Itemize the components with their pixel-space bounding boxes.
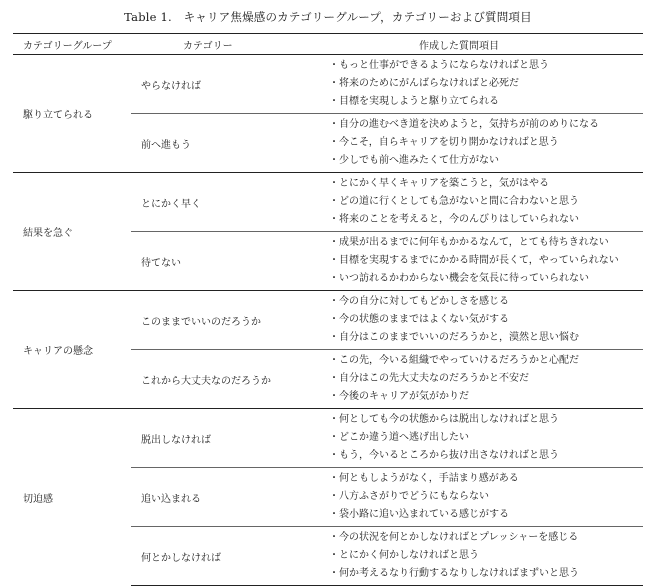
question-item: ・将来のことを考えると，今のんびりはしていられない xyxy=(329,214,579,225)
items-cell xyxy=(309,409,643,468)
question-item: ・目標を実現しようと駆り立てられる xyxy=(329,96,499,107)
table-row xyxy=(13,173,643,232)
items-cell xyxy=(309,350,643,409)
question-item: ・何か考えるなり行動するなりしなければまずいと思う xyxy=(329,568,579,579)
items-cell xyxy=(309,291,643,350)
table-header xyxy=(13,34,643,55)
items-cell xyxy=(309,527,643,586)
items-cell xyxy=(309,232,643,291)
question-item: ・今こそ，自らキャリアを切り開かなければと思う xyxy=(329,137,559,148)
items-cell xyxy=(309,55,643,114)
category-cell: とにかく早く xyxy=(131,173,309,232)
question-item: ・今の自分に対してもどかしさを感じる xyxy=(329,296,509,307)
items-cell xyxy=(309,114,643,173)
question-item: ・この先，今いる組織でやっていけるだろうかと心配だ xyxy=(329,355,579,366)
question-item: ・袋小路に追い込まれている感じがする xyxy=(329,509,509,520)
question-item: ・目標を実現するまでにかかる時間が長くて，やっていられない xyxy=(329,255,619,266)
question-item: ・どこか違う道へ逃げ出したい xyxy=(329,432,469,443)
question-item: ・今の状態のままではよくない気がする xyxy=(329,314,509,325)
question-item: ・少しでも前へ進みたくて仕方がない xyxy=(329,155,499,166)
question-item: ・もう，今いるところから抜け出さなければと思う xyxy=(329,450,559,461)
question-item: ・どの道に行くとしても急がないと間に合わないと思う xyxy=(329,196,579,207)
items-cell xyxy=(309,173,643,232)
header-group: カテゴリーグループ xyxy=(13,34,131,55)
question-item: ・とにかく何かしなければと思う xyxy=(329,550,479,561)
table-row xyxy=(13,55,643,114)
question-item: ・今の状況を何とかしなければとプレッシャーを感じる xyxy=(329,532,579,543)
category-cell: やらなければ xyxy=(141,80,201,92)
question-item: ・もっと仕事ができるようにならなければと思う xyxy=(329,60,549,71)
category-group-cell: 駆り立てられる xyxy=(23,110,93,121)
category-cell: 脱出しなければ xyxy=(131,409,309,468)
question-item: ・今後のキャリアが気がかりだ xyxy=(329,391,469,402)
table-caption: Table 1. キャリア焦燥感のカテゴリーグループ，カテゴリーおよび質問項目 xyxy=(124,10,532,24)
items-cell xyxy=(309,468,643,527)
question-item: ・何としても今の状態からは脱出しなければと思う xyxy=(329,414,559,425)
category-cell: これから大丈夫なのだろうか xyxy=(131,350,309,409)
table-row xyxy=(13,409,643,468)
header-row xyxy=(13,34,643,55)
category-group-cell: 結果を急ぐ xyxy=(13,173,131,291)
question-item: ・何ともしようがなく，手詰まり感がある xyxy=(329,473,519,484)
question-item: ・自分はこの先大丈夫なのだろうかと不安だ xyxy=(329,373,529,384)
category-cell: 前へ進もう xyxy=(131,114,309,173)
question-item: ・自分の進むべき道を決めようと，気持ちが前のめりになる xyxy=(329,119,599,130)
category-cell: 追い込まれる xyxy=(131,468,309,527)
question-item: ・成果が出るまでに何年もかかるなんて，とても待ちきれない xyxy=(329,237,609,248)
question-item: ・八方ふさがりでどうにもならない xyxy=(329,491,489,502)
category-group-cell: キャリアの懸念 xyxy=(13,291,131,409)
question-item: ・とにかく早くキャリアを築こうと，気がはやる xyxy=(329,178,549,189)
question-item: ・いつ訪れるかわからない機会を気長に待っていられない xyxy=(329,273,589,284)
category-cell: 何とかしなければ xyxy=(131,527,309,586)
table-body xyxy=(13,55,643,586)
category-table xyxy=(13,33,643,586)
category-cell: このままでいいのだろうか xyxy=(131,291,309,350)
question-item: ・将来のためにがんばらなければと必死だ xyxy=(329,78,519,89)
category-group-cell: 切迫感 xyxy=(13,409,131,586)
table-row xyxy=(13,291,643,350)
category-cell: 待てない xyxy=(131,232,309,291)
header-items: 作成した質問項目 xyxy=(309,34,643,55)
header-category: カテゴリー xyxy=(131,34,309,55)
question-item: ・自分はこのままでいいのだろうかと，漠然と思い悩む xyxy=(329,332,579,343)
